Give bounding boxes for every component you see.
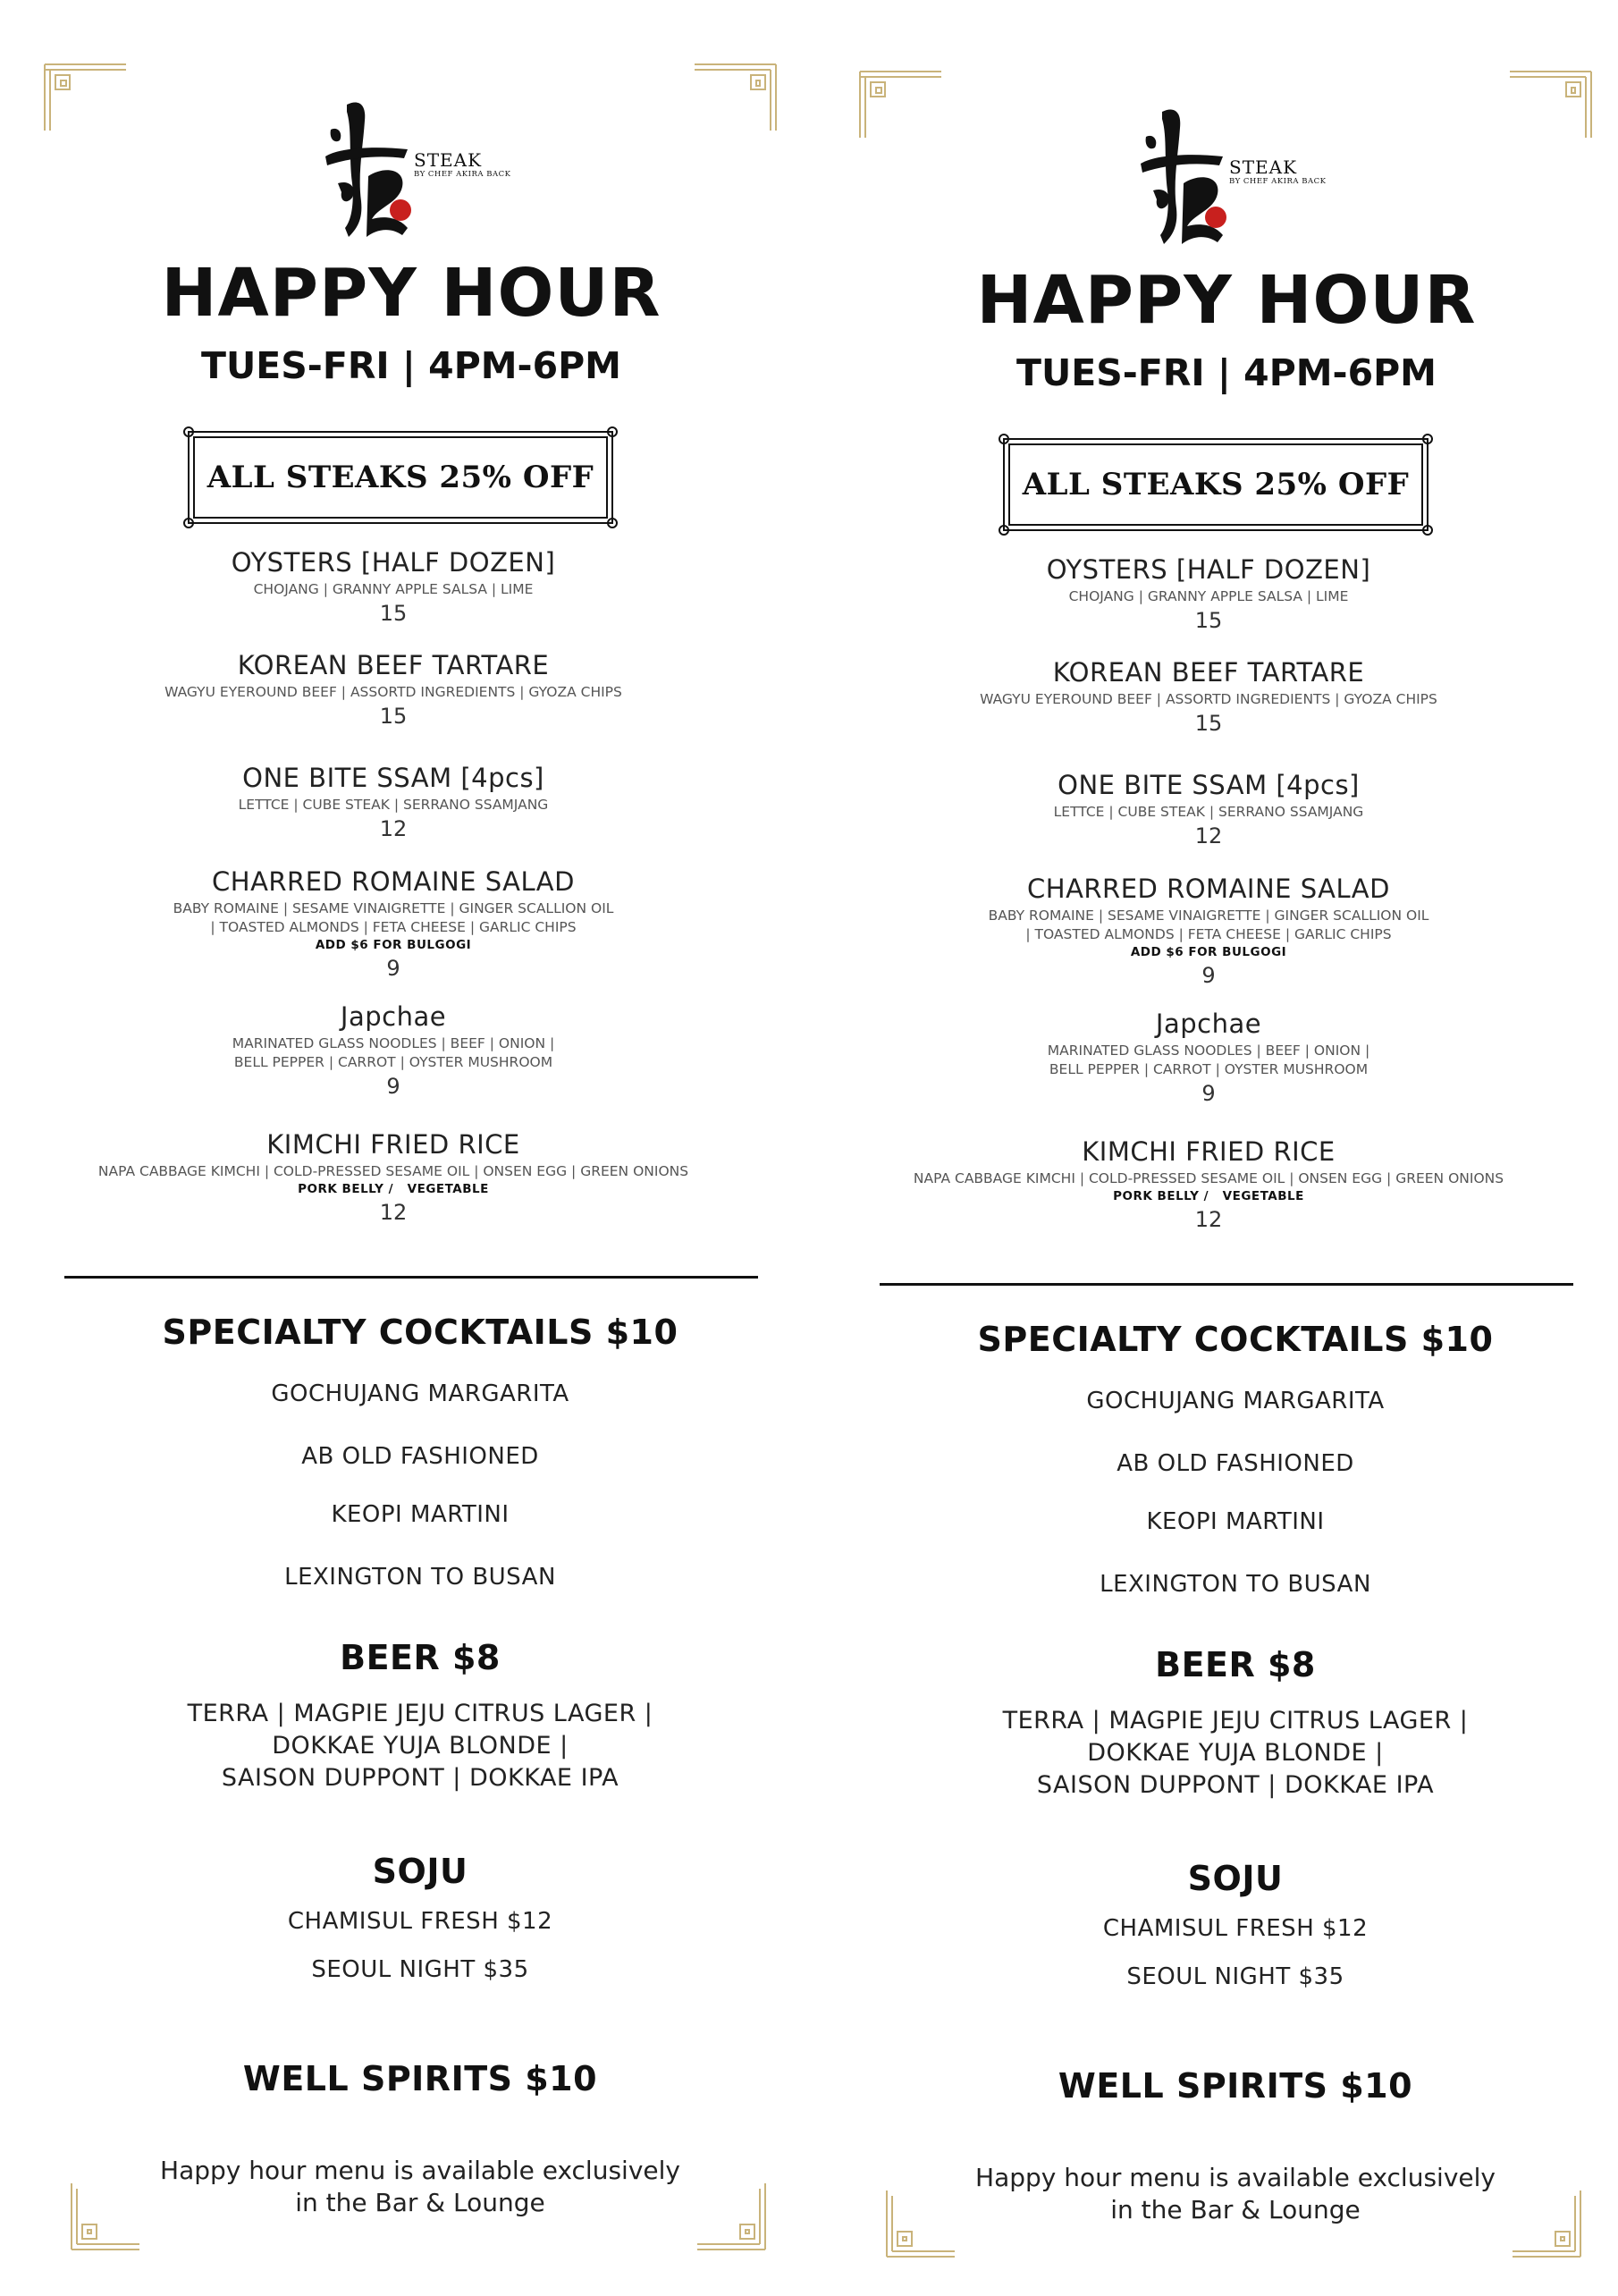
dish-price: 15 bbox=[1194, 608, 1223, 633]
dish-name: ONE BITE SSAM [4pcs] bbox=[242, 763, 544, 793]
dish-item bbox=[0, 650, 787, 729]
section-divider bbox=[880, 1283, 1573, 1286]
footer-note: Happy hour menu is available exclusively in the Bar & Lounge bbox=[160, 2156, 680, 2217]
dish-item bbox=[815, 657, 1602, 736]
beer-heading: BEER $8 bbox=[340, 1638, 501, 1677]
dish-name: KOREAN BEEF TARTARE bbox=[237, 650, 550, 680]
promo-text: ALL STEAKS 25% OFF bbox=[206, 460, 594, 495]
dish-item bbox=[0, 1001, 787, 1099]
dish-name: ONE BITE SSAM [4pcs] bbox=[1058, 770, 1360, 800]
cocktail-item: AB OLD FASHIONED bbox=[301, 1443, 539, 1470]
dish-price: 15 bbox=[379, 601, 408, 626]
cocktail-item: KEOPI MARTINI bbox=[1146, 1508, 1325, 1535]
dish-name: Japchae bbox=[340, 1001, 447, 1032]
dish-item bbox=[0, 866, 787, 981]
dish-name: KIMCHI FRIED RICE bbox=[1082, 1136, 1336, 1167]
dish-price: 12 bbox=[1194, 1207, 1223, 1232]
top-left-corner-ornament bbox=[43, 63, 128, 132]
ab-brush-logo-icon bbox=[322, 94, 420, 246]
well-spirits-heading: WELL SPIRITS $10 bbox=[1058, 2066, 1413, 2106]
dish-description: NAPA CABBAGE KIMCHI | COLD-PRESSED SESAME OIL | ONSEN EGG | GREEN ONIONS bbox=[97, 1163, 689, 1179]
dish-price: 15 bbox=[1194, 711, 1223, 736]
soju-heading: SOJU bbox=[1187, 1859, 1284, 1898]
well-spirits-heading: WELL SPIRITS $10 bbox=[242, 2059, 598, 2098]
dish-price: 12 bbox=[379, 816, 408, 841]
dish-name: CHARRED ROMAINE SALAD bbox=[212, 866, 575, 897]
dish-item bbox=[815, 1136, 1602, 1232]
cocktail-item: GOCHUJANG MARGARITA bbox=[271, 1380, 569, 1407]
dish-item bbox=[0, 547, 787, 626]
hours-text: TUES-FRI | 4PM-6PM bbox=[1016, 351, 1437, 394]
dish-price: 9 bbox=[386, 956, 400, 981]
dish-description: LETTCE | CUBE STEAK | SERRANO SSAMJANG bbox=[1053, 804, 1364, 820]
dish-note: PORK BELLY / VEGETABLE bbox=[1113, 1189, 1304, 1203]
top-right-corner-ornament bbox=[693, 63, 778, 132]
dish-name: Japchae bbox=[1155, 1009, 1262, 1039]
dish-price: 12 bbox=[379, 1200, 408, 1225]
cocktail-item: LEXINGTON TO BUSAN bbox=[284, 1564, 556, 1591]
ab-brush-logo-icon bbox=[1137, 101, 1235, 253]
logo-subtitle: BY CHEF AKIRA BACK bbox=[1229, 177, 1327, 186]
dish-item bbox=[815, 874, 1602, 988]
dish-note: PORK BELLY / VEGETABLE bbox=[298, 1182, 489, 1196]
menu-page bbox=[815, 7, 1602, 2296]
menu-title: HAPPY HOUR bbox=[161, 255, 662, 332]
dish-price: 15 bbox=[379, 704, 408, 729]
soju-item: CHAMISUL FRESH $12 bbox=[1102, 1915, 1369, 1942]
dish-description: NAPA CABBAGE KIMCHI | COLD-PRESSED SESAME OIL | ONSEN EGG | GREEN ONIONS bbox=[913, 1170, 1504, 1186]
dish-price: 9 bbox=[1201, 1081, 1216, 1106]
beer-heading: BEER $8 bbox=[1155, 1645, 1316, 1684]
promo-box bbox=[181, 425, 619, 530]
menu-page bbox=[0, 0, 787, 2289]
dish-name: KOREAN BEEF TARTARE bbox=[1052, 657, 1365, 688]
cocktails-heading: SPECIALTY COCKTAILS $10 bbox=[162, 1313, 678, 1352]
cocktails-heading: SPECIALTY COCKTAILS $10 bbox=[977, 1320, 1494, 1359]
dish-description: MARINATED GLASS NOODLES | BEEF | ONION | BELL PEPPER | CARROT | OYSTER MUSHROOM bbox=[1047, 1042, 1370, 1077]
top-left-corner-ornament bbox=[858, 70, 943, 139]
soju-heading: SOJU bbox=[372, 1852, 468, 1891]
menu-title: HAPPY HOUR bbox=[976, 262, 1477, 339]
dish-price: 9 bbox=[386, 1074, 400, 1099]
dish-name: OYSTERS [HALF DOZEN] bbox=[231, 547, 556, 578]
cocktail-item: KEOPI MARTINI bbox=[331, 1501, 510, 1528]
dish-description: BABY ROMAINE | SESAME VINAIGRETTE | GINGER SCALLION OIL | TOASTED ALMONDS | FETA CHEESE | GARLIC CHIPS bbox=[173, 900, 614, 935]
dish-item bbox=[0, 763, 787, 841]
promo-box bbox=[997, 432, 1435, 537]
dish-name: OYSTERS [HALF DOZEN] bbox=[1046, 554, 1371, 585]
section-divider bbox=[64, 1276, 758, 1279]
dish-note: ADD $6 FOR BULGOGI bbox=[315, 938, 472, 952]
dish-item bbox=[0, 1129, 787, 1225]
cocktail-item: LEXINGTON TO BUSAN bbox=[1100, 1571, 1371, 1598]
dish-description: CHOJANG | GRANNY APPLE SALSA | LIME bbox=[1068, 588, 1349, 604]
logo-subtitle: BY CHEF AKIRA BACK bbox=[414, 170, 511, 179]
cocktail-item: AB OLD FASHIONED bbox=[1117, 1450, 1354, 1477]
cocktail-item: GOCHUJANG MARGARITA bbox=[1086, 1388, 1385, 1414]
soju-item: SEOUL NIGHT $35 bbox=[311, 1956, 529, 1983]
soju-item: CHAMISUL FRESH $12 bbox=[287, 1908, 553, 1935]
logo-word: STEAK bbox=[414, 149, 483, 171]
promo-text: ALL STEAKS 25% OFF bbox=[1022, 467, 1410, 502]
dish-item bbox=[815, 1009, 1602, 1106]
dish-price: 12 bbox=[1194, 823, 1223, 848]
dish-name: CHARRED ROMAINE SALAD bbox=[1027, 874, 1390, 904]
dish-name: KIMCHI FRIED RICE bbox=[266, 1129, 520, 1160]
dish-description: MARINATED GLASS NOODLES | BEEF | ONION | BELL PEPPER | CARROT | OYSTER MUSHROOM bbox=[232, 1035, 555, 1070]
dish-description: BABY ROMAINE | SESAME VINAIGRETTE | GINGER SCALLION OIL | TOASTED ALMONDS | FETA CHEESE | GARLIC CHIPS bbox=[988, 907, 1429, 942]
footer-note: Happy hour menu is available exclusively in the Bar & Lounge bbox=[975, 2163, 1496, 2224]
dish-item bbox=[815, 770, 1602, 848]
beer-list: TERRA | MAGPIE JEJU CITRUS LAGER | DOKKAE YUJA BLONDE | SAISON DUPPONT | DOKKAE IPA bbox=[1002, 1707, 1469, 1799]
dish-price: 9 bbox=[1201, 963, 1216, 988]
dish-description: WAGYU EYEROUND BEEF | ASSORTD INGREDIENTS | GYOZA CHIPS bbox=[980, 691, 1437, 707]
dish-description: WAGYU EYEROUND BEEF | ASSORTD INGREDIENTS | GYOZA CHIPS bbox=[164, 684, 622, 700]
top-right-corner-ornament bbox=[1508, 70, 1593, 139]
dish-description: CHOJANG | GRANNY APPLE SALSA | LIME bbox=[253, 581, 534, 597]
restaurant-logo bbox=[322, 94, 518, 246]
soju-item: SEOUL NIGHT $35 bbox=[1126, 1963, 1344, 1990]
beer-list: TERRA | MAGPIE JEJU CITRUS LAGER | DOKKAE YUJA BLONDE | SAISON DUPPONT | DOKKAE IPA bbox=[187, 1700, 653, 1792]
restaurant-logo bbox=[1137, 101, 1334, 253]
dish-note: ADD $6 FOR BULGOGI bbox=[1130, 945, 1287, 959]
dish-description: LETTCE | CUBE STEAK | SERRANO SSAMJANG bbox=[238, 797, 549, 813]
hours-text: TUES-FRI | 4PM-6PM bbox=[201, 344, 621, 387]
dish-item bbox=[815, 554, 1602, 633]
logo-word: STEAK bbox=[1229, 156, 1298, 178]
